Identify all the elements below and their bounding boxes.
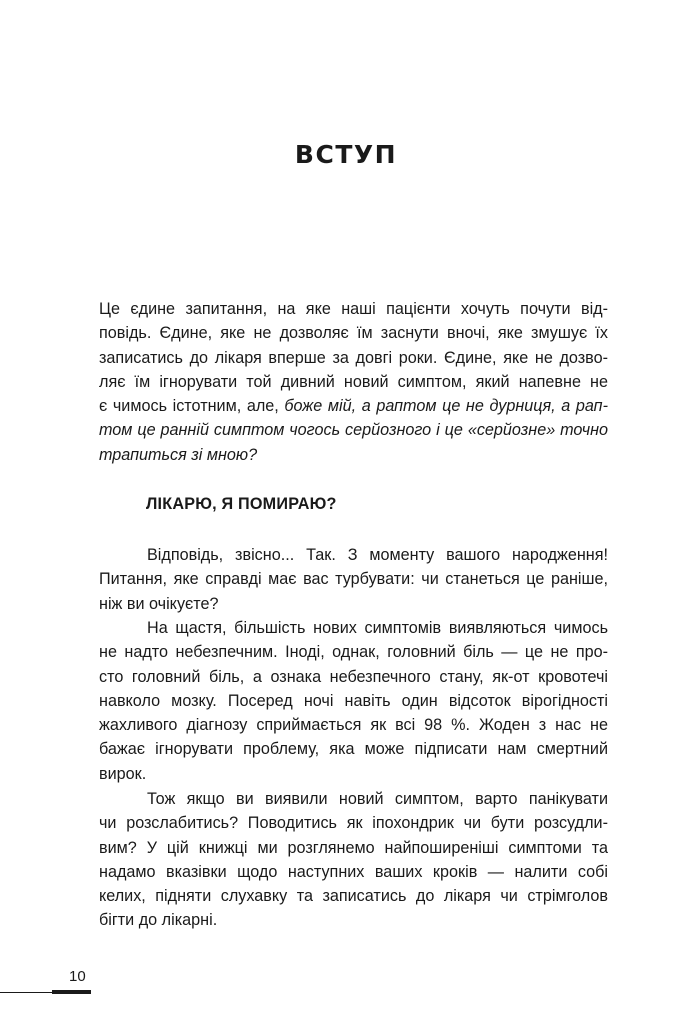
text-run: чи розслабитись? Поводитись як іпохондрик чи бути розсудли- — [99, 814, 608, 833]
page-number: 10 — [69, 968, 86, 985]
text-run: ляє їм ігнорувати той дивний новий симптом, який напевне не — [99, 372, 608, 391]
text-line — [99, 443, 608, 467]
text-run: вим? У цій книжці ми розглянемо найпоширеніші симптоми та — [99, 838, 608, 857]
text-line — [99, 665, 608, 689]
body-paragraph — [99, 616, 608, 786]
text-run: вирок. — [99, 764, 147, 783]
text-line — [99, 370, 608, 394]
text-line — [99, 713, 608, 737]
body-paragraph — [99, 543, 608, 616]
text-line — [99, 762, 608, 786]
text-run: повідь. Єдине, яке не дозволяє їм заснути вночі, яке змушує їх — [99, 324, 608, 343]
body-paragraph — [99, 787, 608, 933]
text-run: На щастя, більшість нових симптомів виявляються чимось — [147, 619, 608, 637]
page-rule — [0, 992, 52, 993]
italic-text: боже мій, а раптом це не дурниця, а рап- — [284, 397, 608, 416]
text-line — [99, 908, 608, 932]
text-line — [99, 418, 608, 442]
text-line — [99, 297, 608, 321]
text-line — [99, 592, 608, 616]
text-run: Тож якщо ви виявили новий симптом, варто панікувати — [147, 790, 608, 808]
text-run: записатись до лікаря вперше за довгі роки. Єдине, яке не дозво- — [99, 348, 608, 367]
text-line — [99, 616, 608, 640]
text-run: бігти до лікарні. — [99, 911, 218, 930]
italic-text: том це ранній симптом чогось серйозного і це «серйозне» точно — [99, 421, 608, 440]
text-run: надамо вказівки щодо наступних ваших кроків — налити собі — [99, 862, 608, 881]
page-rule-accent — [52, 990, 91, 994]
text-run: келих, підняти слухавку та записатись до лікаря чи стрімголов — [99, 887, 608, 906]
text-line — [99, 394, 608, 418]
intro-paragraph — [99, 297, 608, 467]
text-line — [99, 543, 608, 567]
text-line — [99, 787, 608, 811]
text-run: жахливого діагнозу сприймається як всі 98 %. Жоден з нас не — [99, 716, 608, 735]
text-run: Це єдине запитання, на яке наші пацієнти хочуть почути від- — [99, 300, 608, 318]
text-line — [99, 567, 608, 591]
text-line — [99, 737, 608, 761]
text-line — [99, 884, 608, 908]
text-line — [99, 640, 608, 664]
text-line — [99, 811, 608, 835]
chapter-title: ВСТУП — [294, 140, 398, 169]
text-run: не надто небезпечним. Іноді, однак, головний біль — це не про- — [99, 643, 608, 662]
text-line — [99, 836, 608, 860]
text-run: є чимось істотним, але, — [99, 397, 285, 416]
text-line — [99, 689, 608, 713]
text-run: Питання, яке справді має вас турбувати: чи станеться це раніше, — [99, 570, 608, 589]
text-line — [99, 860, 608, 884]
section-subheading: ЛІКАРЮ, Я ПОМИРАЮ? — [146, 495, 337, 513]
text-run: бажає ігнорувати проблему, яка може підписати нам смертний — [99, 740, 608, 759]
text-run: Відповідь, звісно... Так. З моменту вашого народження! — [147, 546, 608, 564]
text-run: навколо мозку. Посеред ночі навіть один відсоток вірогідності — [99, 691, 608, 710]
text-run: сто головний біль, а ознака небезпечного стану, як-от кровотечі — [99, 667, 608, 686]
text-line — [99, 321, 608, 345]
italic-text: трапиться зі мною? — [99, 445, 258, 464]
text-line — [99, 346, 608, 370]
text-run: ніж ви очікуєте? — [99, 594, 219, 613]
